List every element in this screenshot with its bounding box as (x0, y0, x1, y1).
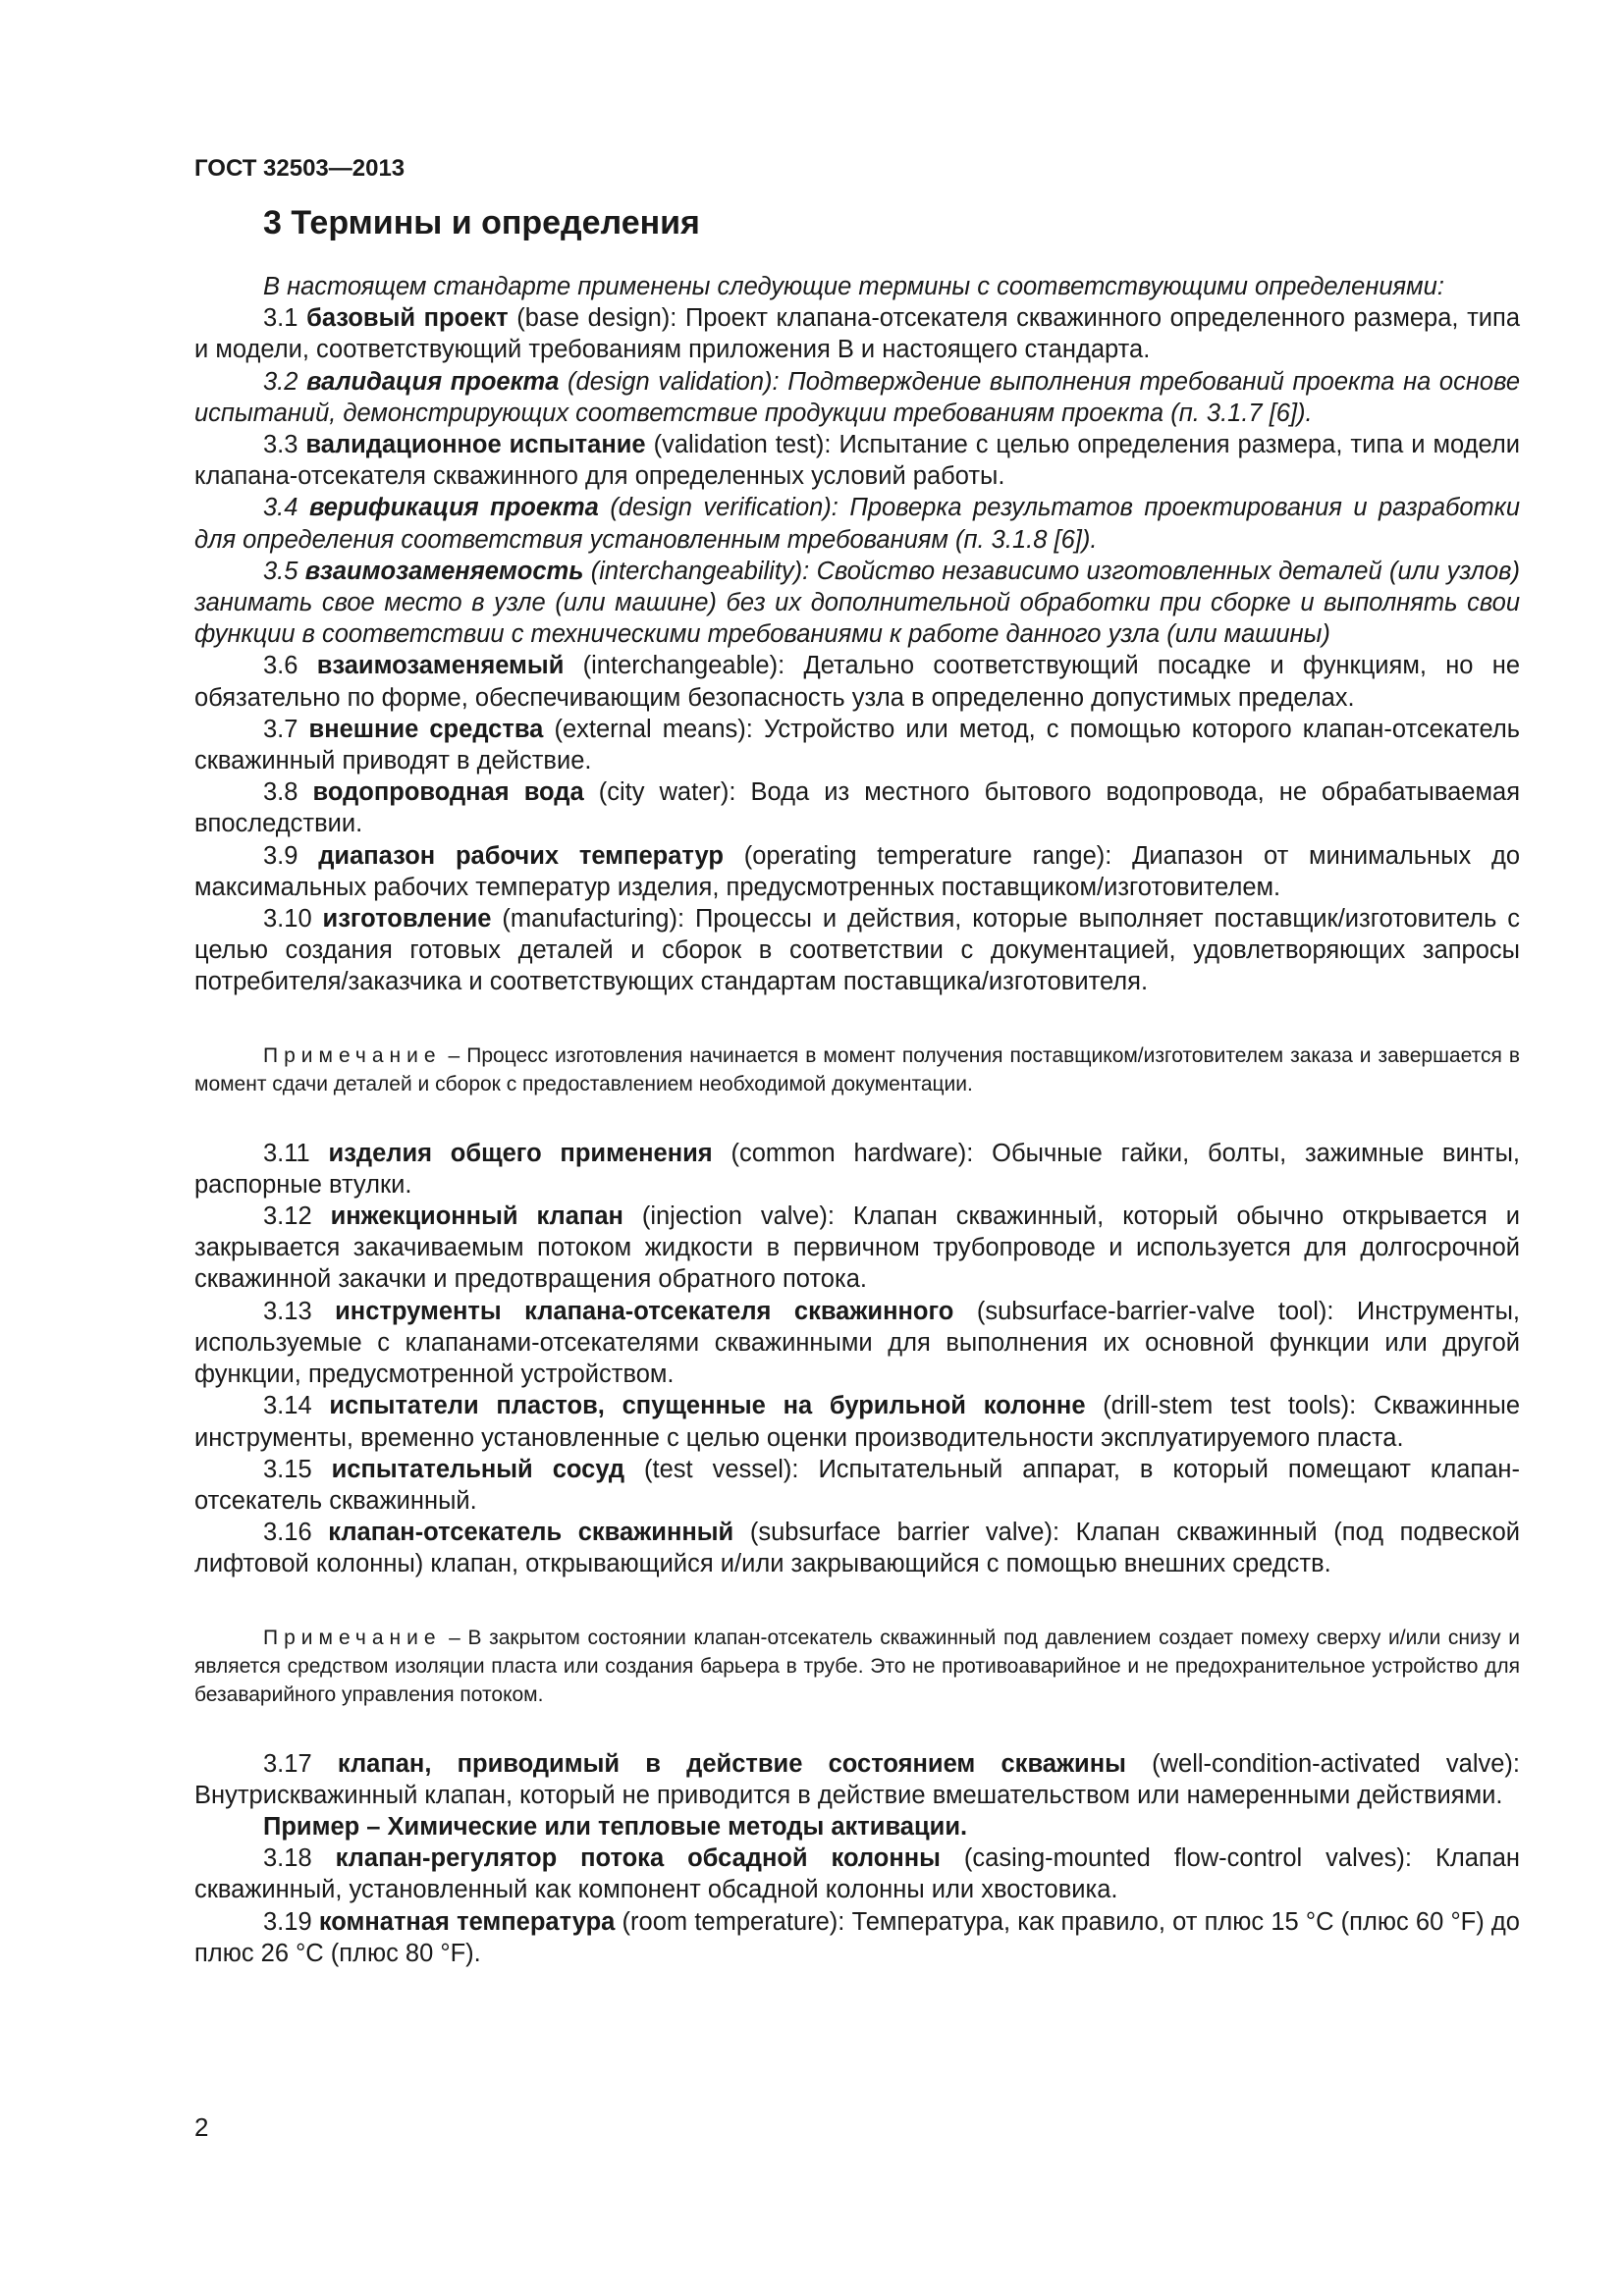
note: Примечание – Процесс изготовления начинается в момент получения поставщиком/изготовителем заказа и завершается в момент сдачи деталей и сборок с предоставлением необходимой документации. (194, 1043, 1520, 1095)
intro-paragraph: В настоящем стандарте применены следующие термины с соответствующими определениями: (263, 273, 1444, 300)
standard-header: ГОСТ 32503—2013 (194, 155, 406, 182)
term-entry: 3.5 взаимозаменяемость (interchangeability): Свойство независимо изготовленных деталей (или узлов) занимать свое место в узле (или машине) без их дополнительной обработки при сборке и выполнять свои функции в соответствии с техническими требованиями к работе данного узла (или машины) (194, 557, 1520, 649)
term-entry: 3.3 валидационное испытание (validation test): Испытание с целью определения размера, типа и модели клапана-отсекателя скважинного для определенных условий работы. (194, 431, 1520, 491)
note: Примечание – В закрытом состоянии клапан-отсекатель скважинный под давлением создает помеху сверху и/или снизу и является средством изоляции пласта или создания барьера в трубе. Это не противоаварийное и не предохранительное устройство для безаварийного управления потоком. (194, 1626, 1520, 1706)
term-entry: 3.13 инструменты клапана-отсекателя скважинного (subsurface-barrier-valve tool): Инструменты, используемые с клапанами-отсекателями скважинными для выполнения их основной функции или другой функции, предусмотренной устройством. (194, 1297, 1521, 1389)
example: Пример – Химические или тепловые методы активации. (263, 1812, 968, 1841)
term-entry: 3.7 внешние средства (external means): Устройство или метод, с помощью которого клапан-отсекатель скважинный приводят в действие. (194, 715, 1520, 775)
term-entry: 3.17 клапан, приводимый в действие состоянием скважины (well-condition-activated valve): Внутрискважинный клапан, который не приводится в действие вмешательством или намеренными действиями. (194, 1749, 1521, 1809)
term-entry: 3.2 валидация проекта (design validation): Подтверждение выполнения требований проекта на основе испытаний, демонстрирующих соответствие продукции требованиям проекта (п. 3.1.7 [6]). (194, 367, 1521, 427)
term-entry: 3.1 базовый проект (base design): Проект клапана-отсекателя скважинного определенного размера, типа и модели, соответствующий требованиям приложения В и настоящего стандарта. (194, 304, 1521, 364)
term-entry: 3.12 инжекционный клапан (injection valve): Клапан скважинный, который обычно открывается и закрывается закачиваемым потоком жидкости в первичном трубопроводе и используется для долгосрочной скважинной закачки и предотвращения обратного потока. (194, 1202, 1520, 1294)
page-number: 2 (194, 2112, 209, 2142)
term-entry: 3.6 взаимозаменяемый (interchangeable): Детально соответствующий посадке и функциям, но не обязательно по форме, обеспечивающим безопасность узла в определенно допустимых пределах. (194, 652, 1521, 712)
term-entry: 3.18 клапан-регулятор потока обсадной колонны (casing-mounted flow-control valves): Клапан скважинный, установленный как компонент обсадной колонны или хвостовика. (194, 1844, 1520, 1904)
document-body (194, 271, 1520, 1969)
term-group (194, 1748, 1520, 1969)
term-entry: 3.16 клапан-отсекатель скважинный (subsurface barrier valve): Клапан скважинный (под подвеской лифтовой колонны) клапан, открывающийся и/или закрывающийся с помощью внешних средств. (194, 1519, 1520, 1578)
term-entry: 3.8 водопроводная вода (city water): Вода из местного бытового водопровода, не обрабатываемая впоследствии. (194, 778, 1521, 838)
term-entry: 3.15 испытательный сосуд (test vessel): Испытательный аппарат, в который помещают клапан-отсекатель скважинный. (194, 1455, 1520, 1515)
term-entry: 3.19 комнатная температура (room temperature): Температура, как правило, от плюс 15 °С (плюс 60 °F) до плюс 26 °С (плюс 80 °F). (194, 1907, 1520, 1967)
term-group (194, 1138, 1520, 1580)
term-entry: 3.11 изделия общего применения (common hardware): Обычные гайки, болты, зажимные винты, распорные втулки. (194, 1139, 1521, 1199)
term-entry: 3.10 изготовление (manufacturing): Процессы и действия, которые выполняет поставщик/изготовитель с целью создания готовых деталей и сборок в соответствии с документацией, удовлетворяющих запросы потребителя/заказчика и соответствующих стандартам поставщика/изготовителя. (194, 905, 1520, 996)
term-entry: 3.9 диапазон рабочих температур (operating temperature range): Диапазон от минимальных до максимальных рабочих температур изделия, предусмотренных поставщиком/изготовителем. (194, 841, 1521, 901)
term-entry: 3.14 испытатели пластов, спущенные на бурильной колонне (drill-stem test tools): Скважинные инструменты, временно установленные с целью оценки производительности эксплуатируемого пласта. (194, 1392, 1521, 1452)
term-entry: 3.4 верификация проекта (design verification): Проверка результатов проектирования и разработки для определения соответствия установленным требованиям (п. 3.1.8 [6]). (194, 494, 1521, 554)
section-title: 3 Термины и определения (263, 204, 700, 241)
